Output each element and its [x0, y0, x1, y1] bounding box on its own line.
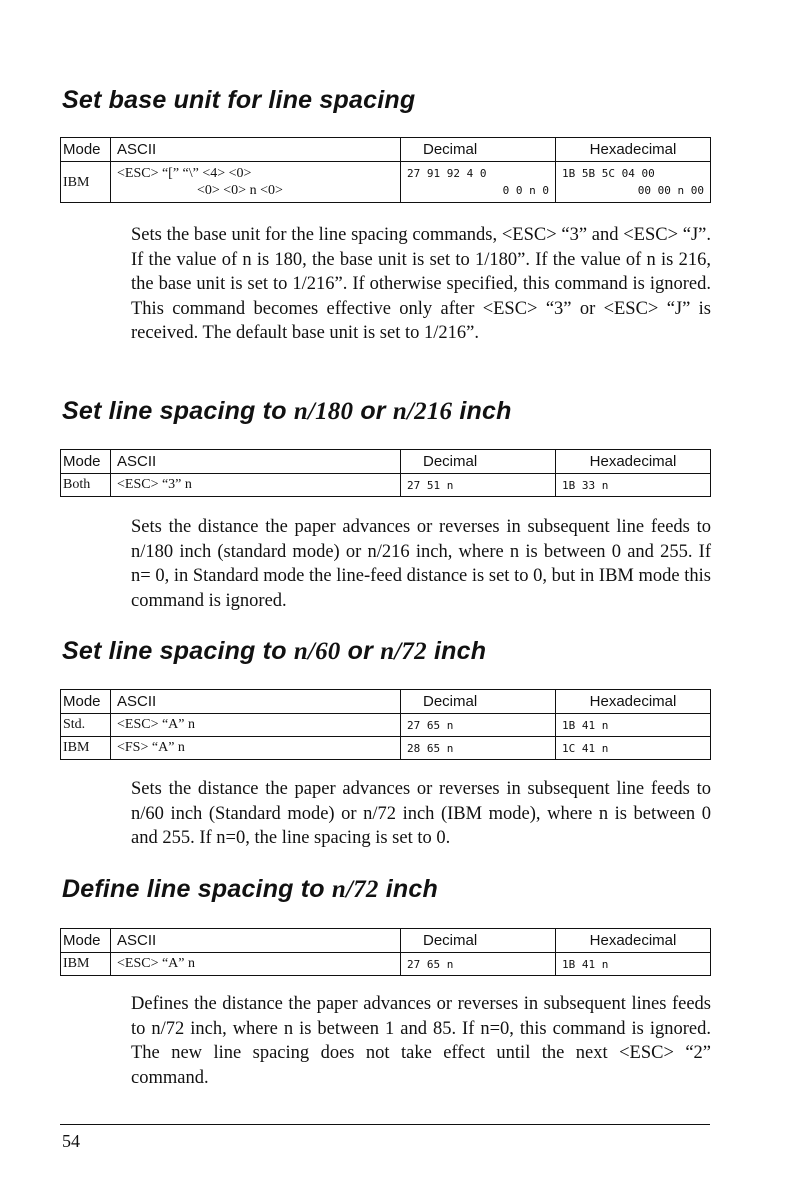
- ascii-cell: <ESC> “A” n: [111, 714, 401, 737]
- header-decimal: Decimal: [401, 450, 556, 474]
- hex-cell: 1B 41 n: [556, 714, 711, 737]
- title-text: Set line spacing to: [62, 397, 294, 425]
- title-text: or: [340, 637, 381, 665]
- header-mode: Mode: [61, 690, 111, 714]
- description-n60-n72: [131, 777, 711, 851]
- decimal-cell: [401, 162, 556, 203]
- mode-cell: Both: [61, 474, 111, 497]
- section-title-n60-n72: [62, 637, 486, 666]
- table-row: [61, 737, 711, 760]
- section-title-n180-n216: [62, 397, 512, 426]
- header-ascii: ASCII: [111, 690, 401, 714]
- title-variable: n/72: [380, 638, 427, 665]
- title-variable: n/180: [293, 398, 354, 425]
- title-text: or: [353, 397, 393, 425]
- title-variable: n/60: [293, 638, 341, 665]
- table-row: [61, 714, 711, 737]
- description-n180-n216: [131, 515, 711, 613]
- decimal-line-2: 0 0 n 0: [502, 184, 549, 197]
- header-ascii: ASCII: [111, 929, 401, 953]
- ascii-line-2: <0> <0> n <0>: [197, 183, 283, 198]
- table-header-row: [61, 138, 711, 162]
- command-table-n180-n216: [60, 449, 711, 497]
- title-text: Define line spacing to: [62, 875, 332, 903]
- table-header-row: [61, 929, 711, 953]
- ascii-cell: <FS> “A” n: [111, 737, 401, 760]
- title-variable: n/72: [331, 876, 379, 903]
- description-base-unit: [131, 223, 711, 346]
- section-title-base-unit: [62, 86, 415, 115]
- ascii-cell: [111, 162, 401, 203]
- command-table-n60-n72: [60, 689, 711, 760]
- hex-cell: [556, 162, 711, 203]
- ascii-cell: <ESC> “3” n: [111, 474, 401, 497]
- header-ascii: ASCII: [111, 450, 401, 474]
- header-hex: Hexadecimal: [556, 450, 711, 474]
- header-mode: Mode: [61, 450, 111, 474]
- title-text: Set base unit for line spacing: [62, 86, 416, 114]
- table-header-row: [61, 690, 711, 714]
- hex-line-2: 00 00 n 00: [637, 184, 704, 197]
- paragraph-text: Sets the distance the paper advances or reverses in subsequent line feeds to n/180 inch (standard mode) or n/216 inch, where n is between 0 and 255. If n= 0, in Standard mode the line-feed distance is set to 0, but in IBM mode this command is ignored.: [131, 517, 711, 611]
- title-text: Set line spacing to: [62, 637, 294, 665]
- header-ascii: ASCII: [111, 138, 401, 162]
- header-mode: Mode: [61, 929, 111, 953]
- mode-cell: IBM: [61, 737, 111, 760]
- section-title-define-n72: [62, 875, 438, 904]
- mode-cell: IBM: [61, 953, 111, 976]
- command-table-define-n72: [60, 928, 711, 976]
- table-header-row: [61, 450, 711, 474]
- decimal-cell: 27 65 n: [401, 714, 556, 737]
- decimal-cell: 27 65 n: [401, 953, 556, 976]
- ascii-line-1: <ESC> “[” “\” <4> <0>: [117, 166, 252, 181]
- title-text: inch: [378, 875, 438, 903]
- command-table-base-unit: [60, 137, 711, 203]
- hex-cell: 1C 41 n: [556, 737, 711, 760]
- ascii-cell: <ESC> “A” n: [111, 953, 401, 976]
- paragraph-text: Defines the distance the paper advances or reverses in subsequent lines feeds to n/72 inch, where n is between 1 and 85. If n=0, this command is ignored. The new line spacing does not take effect until the next <ESC> “2” command.: [131, 994, 711, 1088]
- title-variable: n/216: [392, 398, 453, 425]
- decimal-cell: 28 65 n: [401, 737, 556, 760]
- table-row: [61, 474, 711, 497]
- header-hex: Hexadecimal: [556, 138, 711, 162]
- header-hex: Hexadecimal: [556, 929, 711, 953]
- decimal-cell: 27 51 n: [401, 474, 556, 497]
- header-mode: Mode: [61, 138, 111, 162]
- hex-cell: 1B 41 n: [556, 953, 711, 976]
- hex-line-1: 1B 5B 5C 04 00: [562, 167, 655, 180]
- footer-rule: [60, 1124, 710, 1125]
- table-row: [61, 953, 711, 976]
- header-decimal: Decimal: [401, 690, 556, 714]
- decimal-line-1: 27 91 92 4 0: [407, 167, 487, 180]
- mode-cell: Std.: [61, 714, 111, 737]
- header-hex: Hexadecimal: [556, 690, 711, 714]
- paragraph-text: Sets the base unit for the line spacing commands, <ESC> “3” and <ESC> “J”. If the value of n is 180, the base unit is set to 1/180”. If the value of n is 216, the base unit is set to 1/216”. If otherwise specified, this command is ignored. This command becomes effective only after <ESC> “3” or <ESC> “J” is received. The default base unit is set to 1/216”.: [131, 225, 711, 344]
- header-decimal: Decimal: [401, 929, 556, 953]
- header-decimal: Decimal: [401, 138, 556, 162]
- paragraph-text: Sets the distance the paper advances or reverses in subsequent line feeds to n/60 inch (Standard mode) or n/72 inch (IBM mode), where n is between 0 and 255. If n=0, the line spacing is set to 0.: [131, 779, 711, 849]
- title-text: inch: [452, 397, 512, 425]
- mode-cell: IBM: [61, 162, 111, 203]
- title-text: inch: [426, 637, 487, 665]
- page-number: 54: [62, 1131, 80, 1151]
- hex-cell: 1B 33 n: [556, 474, 711, 497]
- table-row: [61, 162, 711, 203]
- description-define-n72: [131, 992, 711, 1090]
